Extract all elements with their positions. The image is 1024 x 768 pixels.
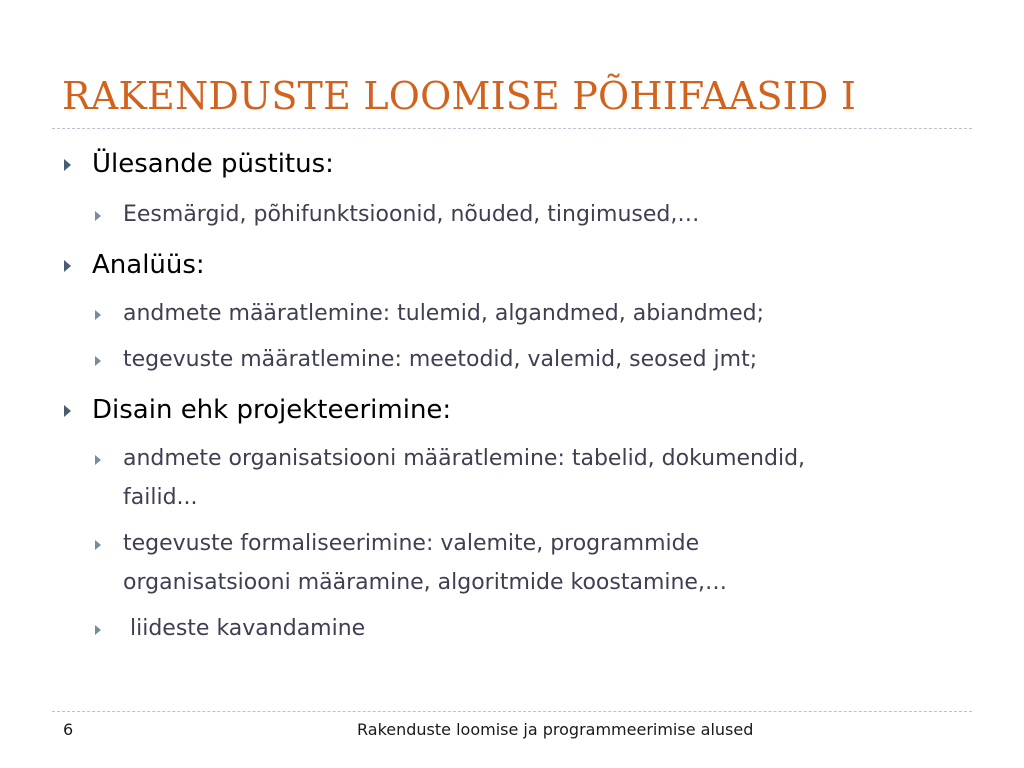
sub-bullet-text: liideste kavandamine (123, 616, 366, 641)
slide-number: 6 (63, 720, 74, 739)
triangle-bullet-icon (95, 540, 101, 550)
sub-bullet-text: tegevuste formaliseerimine: valemite, programmide (123, 531, 700, 556)
triangle-bullet-icon (95, 310, 101, 320)
sub-bullet-text: andmete määratlemine: tulemid, algandmed, abiandmed; (123, 301, 764, 326)
slide-title: RAKENDUSTE LOOMISE PÕHIFAASID I (62, 74, 857, 118)
triangle-bullet-icon (95, 211, 101, 221)
bullet-text: Disain ehk projekteerimine: (92, 395, 452, 425)
sub-bullet-text: andmete organisatsiooni määratlemine: tabelid, dokumendid, (123, 446, 806, 471)
footer-title: Rakenduste loomise ja programmeerimise alused (357, 720, 754, 739)
triangle-bullet-icon (64, 260, 71, 272)
sub-bullet-text: Eesmärgid, põhifunktsioonid, nõuded, tingimused,… (123, 202, 700, 227)
sub-bullet-text-continuation: failid... (123, 485, 198, 510)
bullet-text: Analüüs: (92, 250, 205, 280)
bullet-text: Ülesande püstitus: (92, 149, 334, 179)
sub-bullet-text: tegevuste määratlemine: meetodid, valemid, seosed jmt; (123, 347, 758, 372)
triangle-bullet-icon (64, 159, 71, 171)
footer-divider (52, 711, 972, 712)
triangle-bullet-icon (95, 625, 101, 635)
triangle-bullet-icon (95, 356, 101, 366)
triangle-bullet-icon (95, 455, 101, 465)
triangle-bullet-icon (64, 405, 71, 417)
sub-bullet-text-continuation: organisatsiooni määramine, algoritmide koostamine,… (123, 570, 727, 595)
title-divider (52, 128, 972, 129)
